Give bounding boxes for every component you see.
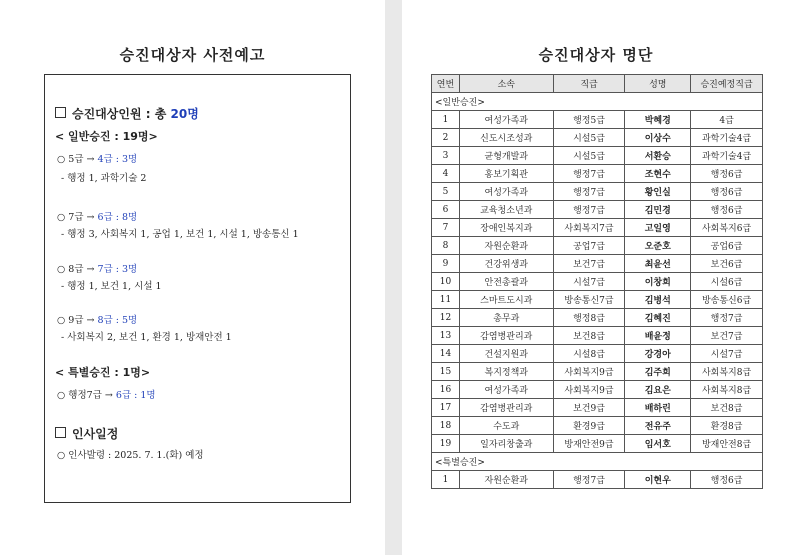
group-label: <특별승진> <box>432 453 763 471</box>
row-rank: 행정7급 <box>553 183 625 201</box>
row-name: 최윤선 <box>625 255 691 273</box>
table-row <box>432 129 763 147</box>
notice-box <box>44 74 351 503</box>
row-number: 10 <box>432 273 460 291</box>
table-row <box>432 309 763 327</box>
row-number: 11 <box>432 291 460 309</box>
row-department: 여성가족과 <box>459 111 553 129</box>
row-number: 15 <box>432 363 460 381</box>
row-rank: 행정5급 <box>553 111 625 129</box>
row-target-rank: 보건8급 <box>691 399 763 417</box>
table-row <box>432 111 763 129</box>
row-target-rank: 4급 <box>691 111 763 129</box>
table-row <box>432 201 763 219</box>
row-target-rank: 방송통신6급 <box>691 291 763 309</box>
row-name: 김혜진 <box>625 309 691 327</box>
row-rank: 행정7급 <box>553 201 625 219</box>
row-target-rank: 행정6급 <box>691 165 763 183</box>
row-rank: 행정8급 <box>553 309 625 327</box>
notice-title: 승진대상자 사전예고 <box>119 46 266 64</box>
row-department: 신도시조성과 <box>459 129 553 147</box>
table-row <box>432 273 763 291</box>
row-number: 8 <box>432 237 460 255</box>
row-rank: 사회복지9급 <box>553 381 625 399</box>
row-name: 배하린 <box>625 399 691 417</box>
table-header-row <box>432 75 763 93</box>
group-label-row <box>432 453 763 471</box>
row-name: 고일영 <box>625 219 691 237</box>
row-department: 감염병관리과 <box>459 399 553 417</box>
row-target-rank: 시설7급 <box>691 345 763 363</box>
row-rank: 시설5급 <box>553 129 625 147</box>
schedule-item: ○ 인사발령 : 2025. 7. 1.(화) 예정 <box>57 450 204 461</box>
roster-page <box>402 0 790 555</box>
group-line: ○ 5급 → 4급 : 3명 <box>57 154 138 165</box>
row-rank: 방송통신7급 <box>553 291 625 309</box>
column-header: 승진예정직급 <box>691 75 763 93</box>
row-department: 감염병관리과 <box>459 327 553 345</box>
row-rank: 행정7급 <box>553 471 625 489</box>
row-rank: 보건9급 <box>553 399 625 417</box>
column-header: 연번 <box>432 75 460 93</box>
table-row <box>432 363 763 381</box>
table-row <box>432 183 763 201</box>
row-target-rank: 과학기술4급 <box>691 129 763 147</box>
row-name: 서환승 <box>625 147 691 165</box>
row-department: 총무과 <box>459 309 553 327</box>
row-rank: 공업7급 <box>553 237 625 255</box>
row-name: 이상수 <box>625 129 691 147</box>
row-rank: 보건8급 <box>553 327 625 345</box>
row-name: 박혜경 <box>625 111 691 129</box>
row-number: 18 <box>432 417 460 435</box>
group-detail: - 행정 3, 사회복지 1, 공업 1, 보건 1, 시설 1, 방송통신 1 <box>61 229 299 240</box>
row-target-rank: 과학기술4급 <box>691 147 763 165</box>
row-department: 홍보기획관 <box>459 165 553 183</box>
row-rank: 시설7급 <box>553 273 625 291</box>
row-target-rank: 보건7급 <box>691 327 763 345</box>
column-header: 소속 <box>459 75 553 93</box>
column-header: 직급 <box>553 75 625 93</box>
row-department: 건강위생과 <box>459 255 553 273</box>
row-target-rank: 사회복지8급 <box>691 381 763 399</box>
row-number: 19 <box>432 435 460 453</box>
table-row <box>432 237 763 255</box>
row-name: 조현수 <box>625 165 691 183</box>
table-row <box>432 165 763 183</box>
table-row <box>432 345 763 363</box>
row-target-rank: 사회복지6급 <box>691 219 763 237</box>
table-row <box>432 291 763 309</box>
group-detail: - 행정 1, 보건 1, 시설 1 <box>61 281 162 292</box>
row-name: 김병석 <box>625 291 691 309</box>
row-rank: 보건7급 <box>553 255 625 273</box>
table-row <box>432 435 763 453</box>
row-number: 5 <box>432 183 460 201</box>
row-number: 17 <box>432 399 460 417</box>
special-line: ○ 행정7급 → 6급 : 1명 <box>57 390 156 401</box>
row-department: 수도과 <box>459 417 553 435</box>
row-rank: 방재안전9급 <box>553 435 625 453</box>
group-line: ○ 8급 → 7급 : 3명 <box>57 264 138 275</box>
row-department: 장애인복지과 <box>459 219 553 237</box>
group-detail: - 사회복지 2, 보건 1, 환경 1, 방재안전 1 <box>61 332 232 343</box>
row-number: 6 <box>432 201 460 219</box>
row-name: 오준호 <box>625 237 691 255</box>
row-rank: 환경9급 <box>553 417 625 435</box>
row-rank: 사회복지9급 <box>553 363 625 381</box>
row-rank: 행정7급 <box>553 165 625 183</box>
row-number: 12 <box>432 309 460 327</box>
table-row <box>432 471 763 489</box>
checkbox-square-icon <box>55 107 66 118</box>
row-name: 김요은 <box>625 381 691 399</box>
row-number: 16 <box>432 381 460 399</box>
row-name: 김주희 <box>625 363 691 381</box>
row-department: 스마트도시과 <box>459 291 553 309</box>
row-name: 황인실 <box>625 183 691 201</box>
row-number: 1 <box>432 111 460 129</box>
row-department: 일자리창출과 <box>459 435 553 453</box>
row-department: 자원순환과 <box>459 237 553 255</box>
row-name: 임서호 <box>625 435 691 453</box>
row-target-rank: 공업6급 <box>691 237 763 255</box>
row-target-rank: 행정6급 <box>691 201 763 219</box>
row-number: 7 <box>432 219 460 237</box>
row-rank: 시설5급 <box>553 147 625 165</box>
row-name: 배윤정 <box>625 327 691 345</box>
roster-title: 승진대상자 명단 <box>538 46 654 64</box>
promotion-total: 20명 <box>170 107 199 121</box>
table-row <box>432 417 763 435</box>
notice-page <box>0 0 385 555</box>
row-target-rank: 행정6급 <box>691 471 763 489</box>
row-number: 2 <box>432 129 460 147</box>
row-name: 이창희 <box>625 273 691 291</box>
row-target-rank: 보건6급 <box>691 255 763 273</box>
row-number: 3 <box>432 147 460 165</box>
table-row <box>432 381 763 399</box>
row-name: 김민경 <box>625 201 691 219</box>
row-target-rank: 사회복지8급 <box>691 363 763 381</box>
row-name: 강경아 <box>625 345 691 363</box>
group-label-row <box>432 93 763 111</box>
table-row <box>432 219 763 237</box>
row-department: 자원순환과 <box>459 471 553 489</box>
row-rank: 사회복지7급 <box>553 219 625 237</box>
group-detail: - 행정 1, 과학기술 2 <box>61 173 147 184</box>
column-header: 성명 <box>625 75 691 93</box>
row-department: 여성가족과 <box>459 381 553 399</box>
table-row <box>432 399 763 417</box>
checkbox-square-icon <box>55 427 66 438</box>
row-target-rank: 시설6급 <box>691 273 763 291</box>
group-line: ○ 9급 → 8급 : 5명 <box>57 315 138 326</box>
promotion-heading: 승진대상인원 : 총 20명 <box>55 105 199 122</box>
general-promotion-heading: < 일반승진 : 19명> <box>55 130 158 143</box>
table-row <box>432 327 763 345</box>
row-department: 복지정책과 <box>459 363 553 381</box>
row-department: 여성가족과 <box>459 183 553 201</box>
row-name: 전유주 <box>625 417 691 435</box>
row-number: 9 <box>432 255 460 273</box>
row-rank: 시설8급 <box>553 345 625 363</box>
table-row <box>432 255 763 273</box>
row-target-rank: 환경8급 <box>691 417 763 435</box>
row-department: 균형개발과 <box>459 147 553 165</box>
row-target-rank: 방재안전8급 <box>691 435 763 453</box>
group-label: <일반승진> <box>432 93 763 111</box>
row-number: 4 <box>432 165 460 183</box>
schedule-heading: 인사일정 <box>55 425 118 442</box>
row-number: 1 <box>432 471 460 489</box>
row-target-rank: 행정6급 <box>691 183 763 201</box>
group-line: ○ 7급 → 6급 : 8명 <box>57 212 138 223</box>
table-row <box>432 147 763 165</box>
row-department: 건설지원과 <box>459 345 553 363</box>
row-number: 14 <box>432 345 460 363</box>
row-name: 이현우 <box>625 471 691 489</box>
row-department: 교육청소년과 <box>459 201 553 219</box>
roster-table <box>431 74 763 489</box>
row-target-rank: 행정7급 <box>691 309 763 327</box>
row-department: 안전총괄과 <box>459 273 553 291</box>
row-number: 13 <box>432 327 460 345</box>
special-promotion-heading: < 특별승진 : 1명> <box>55 366 151 379</box>
